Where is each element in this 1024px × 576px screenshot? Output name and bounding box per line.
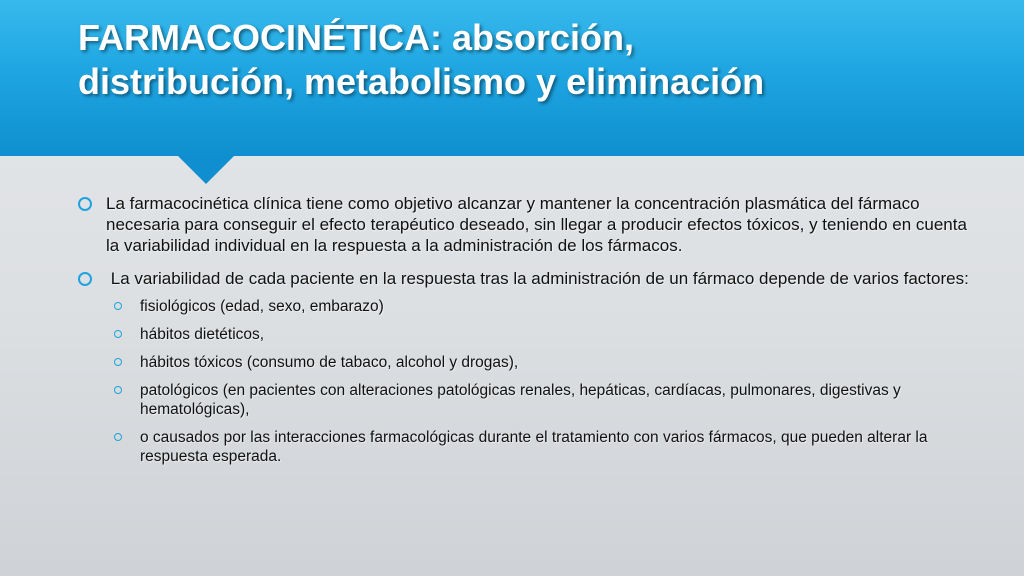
circle-bullet-icon [78,197,92,211]
banner-notch [176,154,236,184]
sub-bullet-text: hábitos tóxicos (consumo de tabaco, alcohol y drogas), [140,354,519,371]
sub-bullet-item [76,325,976,344]
slide-title [78,16,978,104]
small-circle-bullet-icon [114,358,122,366]
bullet-item [76,193,976,256]
slide-body [76,193,976,475]
small-circle-bullet-icon [114,386,122,394]
sub-bullet-item [76,381,976,419]
small-circle-bullet-icon [114,330,122,338]
bullet-text: La farmacocinética clínica tiene como objetivo alcanzar y mantener la concentración plasmática del fármaco necesaria para conseguir el efecto terapéutico deseado, sin llegar a producir efectos tóxicos, y teniendo en cuenta la variabilidad individual en la respuesta a la administración de los fármacos. [106,194,967,255]
bullet-item [76,268,976,289]
title-line-1: FARMACOCINÉTICA: absorción, [78,17,635,58]
small-circle-bullet-icon [114,433,122,441]
sub-bullet-item [76,353,976,372]
title-line-2: distribución, metabolismo y eliminación [78,61,765,102]
sub-bullet-text: o causados por las interacciones farmacológicas durante el tratamiento con varios fármacos, que pueden alterar la respuesta esperada. [140,429,928,465]
circle-bullet-icon [78,272,92,286]
sub-bullet-item [76,297,976,316]
factor-list [76,297,976,466]
sub-bullet-item [76,428,976,466]
bullet-text: La variabilidad de cada paciente en la respuesta tras la administración de un fármaco depende de varios factores: [106,269,969,288]
sub-bullet-text: hábitos dietéticos, [140,326,265,343]
small-circle-bullet-icon [114,302,122,310]
title-banner [0,0,1024,156]
sub-bullet-text: fisiológicos (edad, sexo, embarazo) [140,298,384,315]
sub-bullet-text: patológicos (en pacientes con alteraciones patológicas renales, hepáticas, cardíacas, pulmonares, digestivas y hematológicas), [140,382,901,418]
